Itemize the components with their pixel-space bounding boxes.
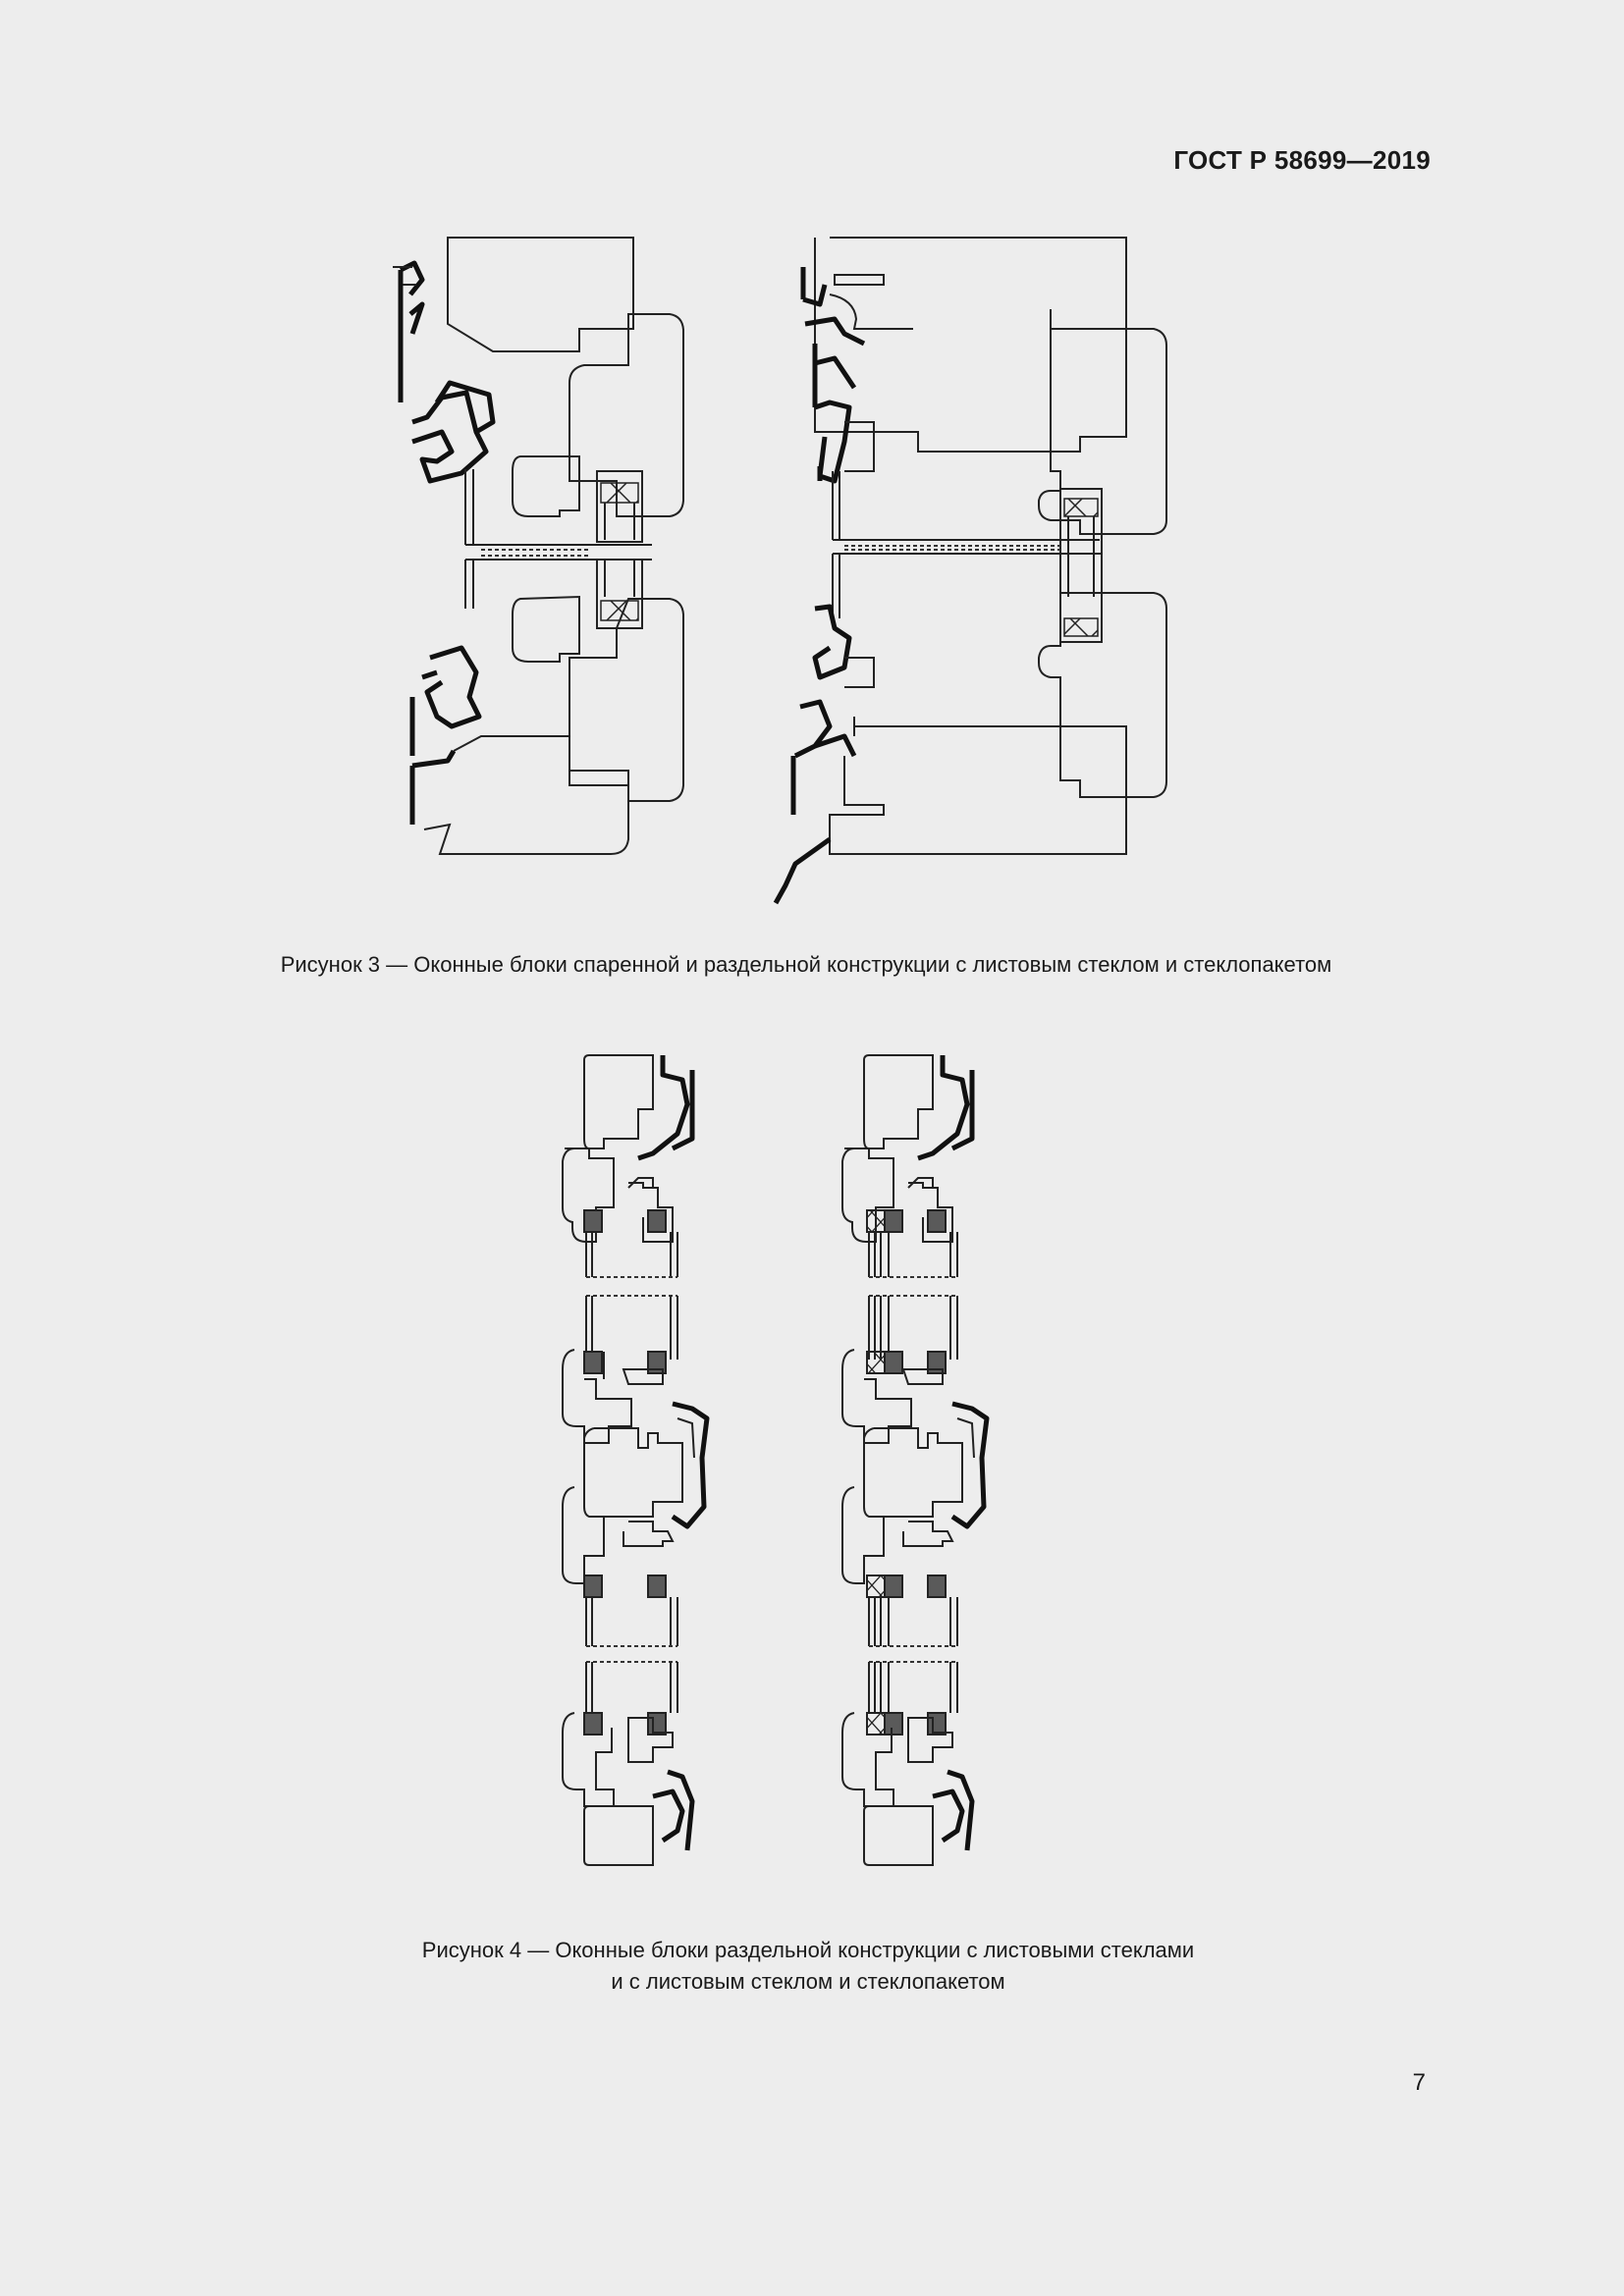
page-number: 7 (1412, 2069, 1426, 2096)
figure-4-left-section (563, 1055, 707, 1865)
figure-3-right-section (776, 238, 1166, 903)
figure-4-caption-line-2: и с листовым стеклом и стеклопакетом (611, 1969, 1005, 1994)
figure-3-left-section (393, 238, 683, 854)
document-standard-header: ГОСТ Р 58699—2019 (1173, 145, 1431, 175)
figure-4-caption-line-1: Рисунок 4 — Оконные блоки раздельной конструкции с листовыми стеклами (421, 1938, 1195, 1962)
figure-3-caption: Рисунок 3 — Оконные блоки спаренной и раздельной конструкции с листовым стеклом и стеклопакетом (280, 952, 1332, 977)
figure-3-drawing (383, 226, 1178, 913)
figure-4-drawing (545, 1045, 1016, 1890)
figure-4-right-section (842, 1055, 987, 1865)
